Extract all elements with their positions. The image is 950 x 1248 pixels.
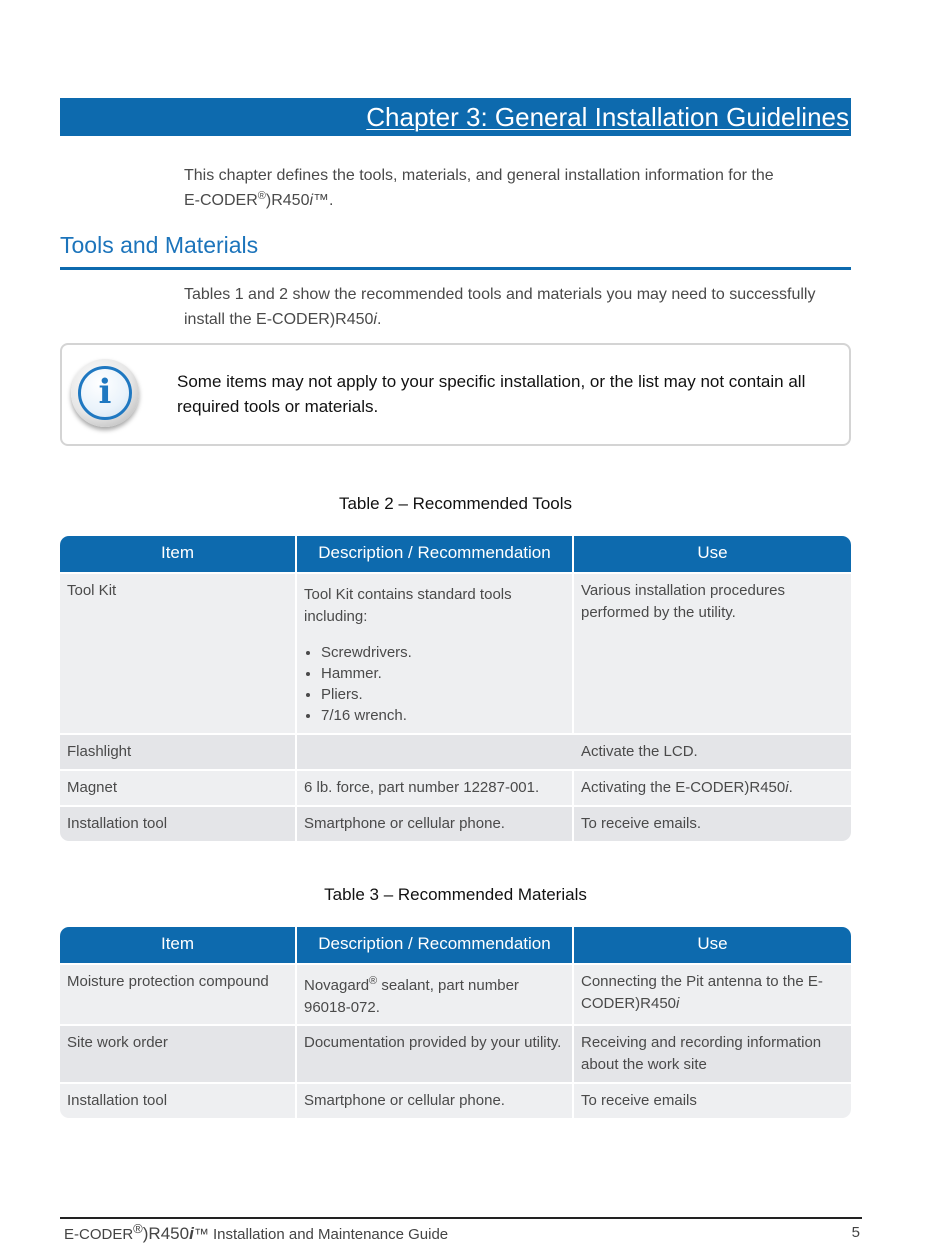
header-description: Description / Recommendation bbox=[297, 927, 574, 963]
cell-use: Various installation procedures performed by the utility. bbox=[581, 582, 786, 621]
footer-product: E-CODER bbox=[64, 1226, 134, 1243]
use-italic: i bbox=[676, 995, 680, 1012]
table-row bbox=[60, 807, 851, 841]
chapter-title[interactable]: Chapter 3: General Installation Guidelines bbox=[366, 102, 849, 132]
intro-model: )R450 bbox=[265, 192, 310, 209]
cell-use: To receive emails bbox=[581, 1092, 697, 1109]
cell-description: Smartphone or cellular phone. bbox=[297, 807, 574, 841]
footer-divider bbox=[60, 1217, 862, 1219]
table-header-row bbox=[60, 536, 851, 574]
table-header-row bbox=[60, 927, 851, 965]
cell-item: Site work order bbox=[60, 1026, 297, 1082]
table-caption-materials: Table 3 – Recommended Materials bbox=[324, 885, 587, 904]
intro-paragraph bbox=[184, 163, 844, 213]
description-text: Novagard bbox=[304, 977, 370, 994]
table-row bbox=[60, 1026, 851, 1084]
header-use: Use bbox=[697, 934, 728, 953]
cell-use: Activate the LCD. bbox=[581, 743, 698, 760]
header-description: Description / Recommendation bbox=[297, 536, 574, 572]
table-row bbox=[60, 771, 851, 807]
note-text: Some items may not apply to your specific installation, or the list may not contain all required tools or materials. bbox=[177, 372, 806, 416]
tool-list bbox=[304, 642, 565, 726]
description-reg-mark: ® bbox=[369, 975, 378, 987]
header-item: Item bbox=[60, 927, 297, 963]
section-text: Tables 1 and 2 show the recommended tools and materials you may need to successfully install the E-CODER)R450 bbox=[184, 286, 816, 328]
section-title bbox=[60, 230, 851, 270]
cell-use: To receive emails. bbox=[581, 815, 702, 832]
materials-table bbox=[60, 927, 851, 1118]
header-use: Use bbox=[697, 543, 728, 562]
table-row bbox=[60, 965, 851, 1026]
info-icon-glyph: i bbox=[78, 366, 132, 420]
cell-description bbox=[297, 965, 574, 1024]
use-end: . bbox=[788, 779, 793, 796]
list-item: • Screwdrivers. bbox=[321, 642, 565, 663]
table-row bbox=[60, 735, 851, 771]
cell-item: Flashlight bbox=[60, 735, 297, 769]
footer-model-suffix: i bbox=[189, 1224, 194, 1243]
footer-model: )R450 bbox=[142, 1224, 190, 1243]
cell-item: Installation tool bbox=[60, 807, 297, 841]
table-row bbox=[60, 1084, 851, 1118]
chapter-title-bar bbox=[60, 98, 851, 136]
cell-use bbox=[574, 965, 851, 1024]
footer-tm: ™ bbox=[193, 1226, 209, 1243]
use-italic: i bbox=[785, 779, 789, 796]
footer-title bbox=[64, 1221, 449, 1244]
cell-item: Tool Kit bbox=[60, 574, 297, 733]
tools-table bbox=[60, 536, 851, 841]
cell-description: Smartphone or cellular phone. bbox=[297, 1084, 574, 1118]
cell-use bbox=[574, 771, 851, 805]
cell-description: 6 lb. force, part number 12287-001. bbox=[297, 771, 574, 805]
intro-text: This chapter defines the tools, materials, and general installation information for the bbox=[184, 167, 774, 184]
intro-product-name: E-CODER bbox=[184, 192, 258, 209]
cell-description: Documentation provided by your utility. bbox=[297, 1026, 574, 1082]
section-text-end: . bbox=[376, 311, 382, 328]
list-item: • Hammer. bbox=[321, 663, 565, 684]
section-paragraph bbox=[184, 282, 844, 332]
cell-item: Moisture protection compound bbox=[60, 965, 297, 1024]
header-item: Item bbox=[60, 536, 297, 572]
section-title-text: Tools and Materials bbox=[60, 232, 259, 258]
footer-title-rest: Installation and Maintenance Guide bbox=[208, 1226, 449, 1243]
cell-use: Receiving and recording information about the work site bbox=[581, 1034, 822, 1073]
footer-reg-mark: ® bbox=[133, 1221, 143, 1236]
cell-item: Magnet bbox=[60, 771, 297, 805]
intro-model-suffix: i bbox=[309, 192, 314, 209]
table-caption-tools: Table 2 – Recommended Tools bbox=[338, 494, 573, 513]
info-note bbox=[60, 343, 851, 446]
intro-trademark: ™. bbox=[313, 192, 334, 209]
info-icon bbox=[71, 359, 139, 427]
description-end: sealant, part number 96018-072. bbox=[304, 977, 519, 1016]
use-text: Activating the E-CODER)R450 bbox=[581, 779, 786, 796]
section-text-italic: i bbox=[373, 311, 377, 328]
description-text: Tool Kit contains standard tools including: bbox=[304, 586, 512, 625]
table-row bbox=[60, 574, 851, 735]
page-number: 5 bbox=[851, 1224, 860, 1241]
list-item: • 7/16 wrench. bbox=[321, 705, 565, 726]
cell-item: Installation tool bbox=[60, 1084, 297, 1118]
list-item: • Pliers. bbox=[321, 684, 565, 705]
use-text: Connecting the Pit antenna to the E-CODER)R450 bbox=[581, 973, 823, 1012]
intro-reg-mark: ® bbox=[257, 190, 266, 202]
cell-description bbox=[297, 574, 574, 733]
